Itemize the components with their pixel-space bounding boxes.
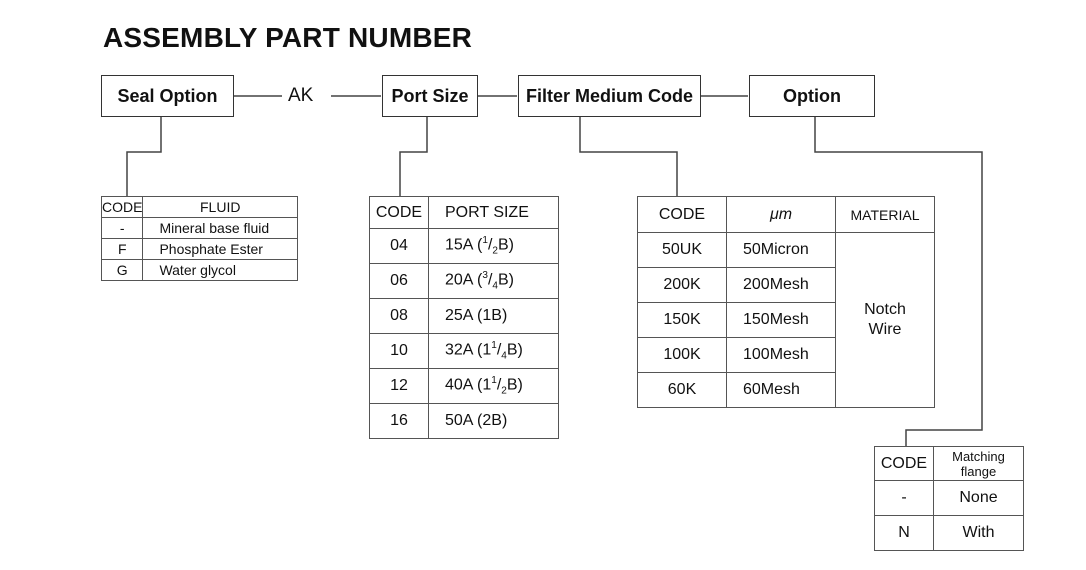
- table-row: [370, 229, 559, 264]
- filter-medium-code-label: Filter Medium Code: [525, 85, 693, 106]
- table-row: [370, 404, 559, 439]
- paren-open: (: [477, 271, 483, 289]
- filter-rating: 50Micron: [727, 233, 836, 268]
- filter-medium-table: [637, 196, 935, 408]
- paren-open: (: [477, 376, 483, 394]
- port-code: 08: [370, 299, 429, 334]
- filter-rating: 60Mesh: [727, 373, 836, 408]
- port-size-whole: 1B: [482, 307, 502, 324]
- seal-table: [101, 196, 298, 281]
- port-size-label: Port Size: [391, 85, 469, 106]
- filter-rating: 150Mesh: [727, 303, 836, 338]
- option-value: With: [934, 516, 1024, 551]
- fraction-numerator: 1: [482, 235, 488, 247]
- port-size-unit: B: [497, 271, 509, 289]
- option-code: N: [875, 516, 934, 551]
- seal-fluid: Water glycol: [143, 260, 298, 281]
- column-header-fluid: FLUID: [143, 197, 298, 218]
- port-size-nominal: 15A: [445, 236, 473, 254]
- filter-code: 100K: [638, 338, 727, 373]
- port-size-whole: 2B: [482, 412, 502, 429]
- fraction-denominator: 2: [492, 245, 498, 257]
- filter-code: 200K: [638, 268, 727, 303]
- fraction-slash: /: [496, 341, 502, 359]
- port-size-value: [429, 369, 559, 404]
- paren-open: (: [477, 412, 483, 429]
- seal-option-label: Seal Option: [117, 85, 218, 106]
- filter-medium-code-box: [518, 75, 701, 117]
- port-code: 16: [370, 404, 429, 439]
- filter-rating: 200Mesh: [727, 268, 836, 303]
- option-box: [749, 75, 875, 117]
- table-row: [102, 218, 298, 239]
- port-size-nominal: 40A: [445, 376, 473, 394]
- fraction-slash: /: [487, 271, 493, 289]
- port-size-unit: B: [506, 376, 518, 394]
- option-label: Option: [783, 85, 841, 106]
- column-header-code: CODE: [102, 197, 143, 218]
- fraction-numerator: 1: [491, 375, 497, 387]
- column-header-material: MATERIAL: [836, 197, 935, 233]
- fraction-numerator: 3: [482, 270, 488, 282]
- paren-close: ): [501, 412, 508, 429]
- table-row: [102, 260, 298, 281]
- material-line: Notch: [864, 301, 906, 318]
- fraction-denominator: 2: [501, 385, 507, 397]
- port-code: 04: [370, 229, 429, 264]
- filter-rating: 100Mesh: [727, 338, 836, 373]
- table-header-row: [370, 197, 559, 229]
- fraction-numerator: 1: [491, 340, 497, 352]
- table-header-row: [102, 197, 298, 218]
- port-size-whole: 1: [482, 376, 492, 394]
- column-header-micron: μm: [727, 197, 836, 233]
- table-header-row: [875, 447, 1024, 481]
- port-size-nominal: 50A: [445, 412, 473, 429]
- seal-fluid: Phosphate Ester: [143, 239, 298, 260]
- column-header-port-size: PORT SIZE: [429, 197, 559, 229]
- port-size-table: [369, 196, 559, 439]
- port-size-box: [382, 75, 478, 117]
- paren-close: ): [517, 341, 523, 359]
- port-size-unit: B: [497, 236, 509, 254]
- table-row: [102, 239, 298, 260]
- fraction-slash: /: [487, 236, 493, 254]
- seal-code: -: [102, 218, 143, 239]
- port-size-value: [429, 404, 559, 439]
- paren-close: ): [508, 236, 514, 254]
- port-size-value: [429, 264, 559, 299]
- table-row: [370, 299, 559, 334]
- port-size-unit: B: [506, 341, 518, 359]
- seal-fluid: Mineral base fluid: [143, 218, 298, 239]
- table-row: [370, 369, 559, 404]
- port-size-whole: 1: [482, 341, 492, 359]
- column-header-code: CODE: [875, 447, 934, 481]
- filter-code: 60K: [638, 373, 727, 408]
- fraction-denominator: 4: [501, 350, 507, 362]
- fraction-denominator: 4: [492, 280, 498, 292]
- port-code: 12: [370, 369, 429, 404]
- material-cell: [836, 233, 935, 408]
- ak-label: AK: [288, 85, 314, 106]
- port-size-nominal: 20A: [445, 271, 473, 289]
- material-line: Wire: [868, 321, 902, 338]
- seal-code: G: [102, 260, 143, 281]
- paren-close: ): [501, 307, 508, 324]
- column-header-matching-flange: Matching flange: [934, 447, 1024, 481]
- column-header-code: CODE: [638, 197, 727, 233]
- port-code: 06: [370, 264, 429, 299]
- port-size-nominal: 25A: [445, 307, 473, 324]
- option-code: -: [875, 481, 934, 516]
- port-size-value: [429, 299, 559, 334]
- table-row: [875, 481, 1024, 516]
- option-table: [874, 446, 1024, 551]
- port-size-nominal: 32A: [445, 341, 473, 359]
- seal-code: F: [102, 239, 143, 260]
- table-row: [370, 334, 559, 369]
- port-code: 10: [370, 334, 429, 369]
- paren-open: (: [477, 307, 483, 324]
- fraction-slash: /: [496, 376, 502, 394]
- port-size-value: [429, 334, 559, 369]
- paren-close: ): [508, 271, 514, 289]
- table-row: [370, 264, 559, 299]
- paren-close: ): [517, 376, 523, 394]
- column-header-code: CODE: [370, 197, 429, 229]
- seal-option-box: [101, 75, 234, 117]
- filter-code: 150K: [638, 303, 727, 338]
- paren-open: (: [477, 236, 483, 254]
- option-value: None: [934, 481, 1024, 516]
- filter-code: 50UK: [638, 233, 727, 268]
- port-size-value: [429, 229, 559, 264]
- page-title: ASSEMBLY PART NUMBER: [103, 22, 473, 53]
- table-row: [638, 233, 935, 268]
- table-row: [875, 516, 1024, 551]
- table-header-row: [638, 197, 935, 233]
- paren-open: (: [477, 341, 483, 359]
